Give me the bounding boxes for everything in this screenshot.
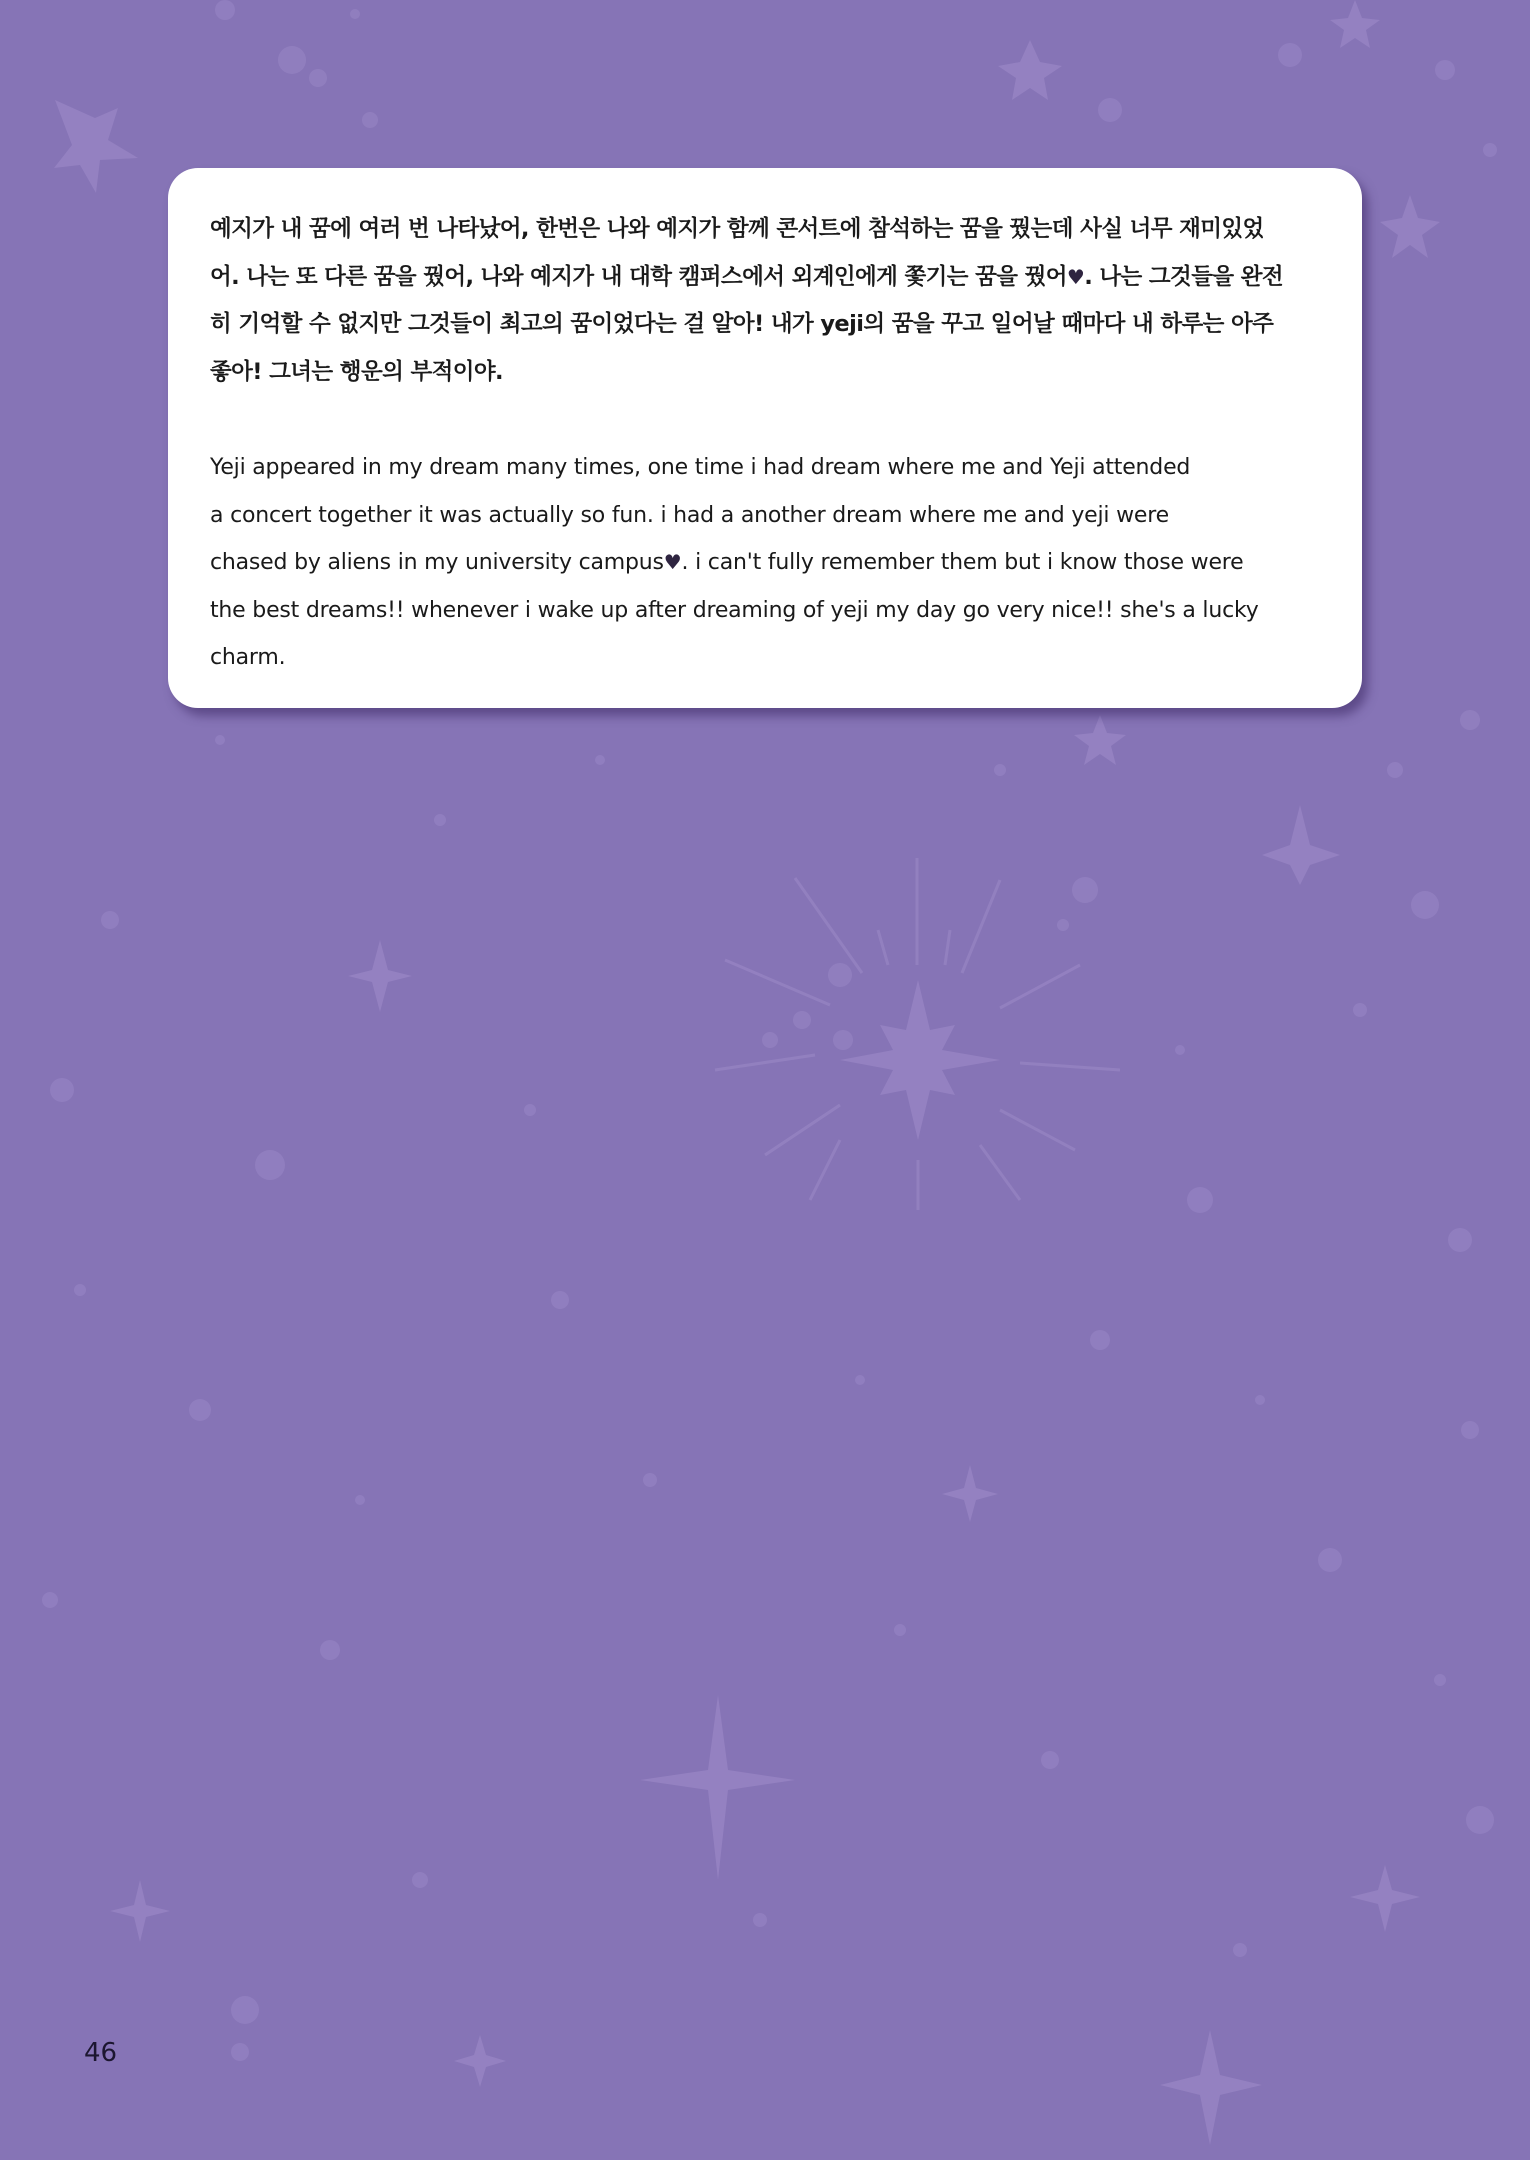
- korean-line: . 나는 그것들을 완전: [1084, 263, 1283, 290]
- english-line: . i can't fully remember them but i know those were: [681, 550, 1244, 575]
- sparkle-decoration: [942, 1465, 998, 1522]
- sparkle-decoration: [1160, 2030, 1262, 2145]
- korean-line: 어. 나는 또 다른 꿈을 꿨어, 나와 예지가 내 대학 캠퍼스에서 외계인에게 쫓기는 꿈을 꿨어: [210, 263, 1067, 290]
- sparkle-decoration: [1262, 805, 1340, 885]
- sparkle-decoration: [1350, 1865, 1420, 1932]
- star-decoration: [1330, 0, 1380, 48]
- heart-icon: ♥: [1066, 264, 1085, 289]
- korean-line: 좋아! 그녀는 행운의 부적이야.: [210, 358, 503, 385]
- text-card: [168, 168, 1362, 708]
- heart-icon: ♥: [663, 550, 682, 574]
- korean-paragraph: [210, 206, 1322, 396]
- star-decoration: [1380, 195, 1440, 258]
- english-paragraph: [210, 444, 1322, 682]
- sparkle-decoration: [454, 2035, 506, 2087]
- korean-line: 히 기억할 수 없지만 그것들이 최고의 꿈이었다는 걸 알아! 내가 yeji의 꿈을 꾸고 일어날 때마다 내 하루는 아주: [210, 311, 1274, 337]
- sparkle-decoration: [348, 940, 412, 1012]
- english-line: the best dreams!! whenever i wake up after dreaming of yeji my day go very nice!! she's a lucky: [210, 597, 1259, 623]
- english-line: Yeji appeared in my dream many times, one time i had dream where me and Yeji attended: [210, 455, 1191, 480]
- starburst-decoration: [840, 980, 1000, 1140]
- english-line: chased by aliens in my university campus: [210, 550, 664, 575]
- starburst-decoration: [640, 1695, 795, 1880]
- english-line: charm.: [210, 645, 286, 670]
- korean-line: 예지가 내 꿈에 여러 번 나타났어, 한번은 나와 예지가 함께 콘서트에 참석하는 꿈을 꿨는데 사실 너무 재미있었: [210, 216, 1264, 242]
- star-decoration: [998, 40, 1062, 100]
- sparkle-decoration: [110, 1880, 170, 1942]
- english-line: a concert together it was actually so fun. i had a another dream where me and yeji were: [210, 502, 1169, 528]
- star-decoration: [54, 100, 138, 193]
- page-number: 46: [84, 2038, 118, 2068]
- star-decoration: [1074, 715, 1126, 765]
